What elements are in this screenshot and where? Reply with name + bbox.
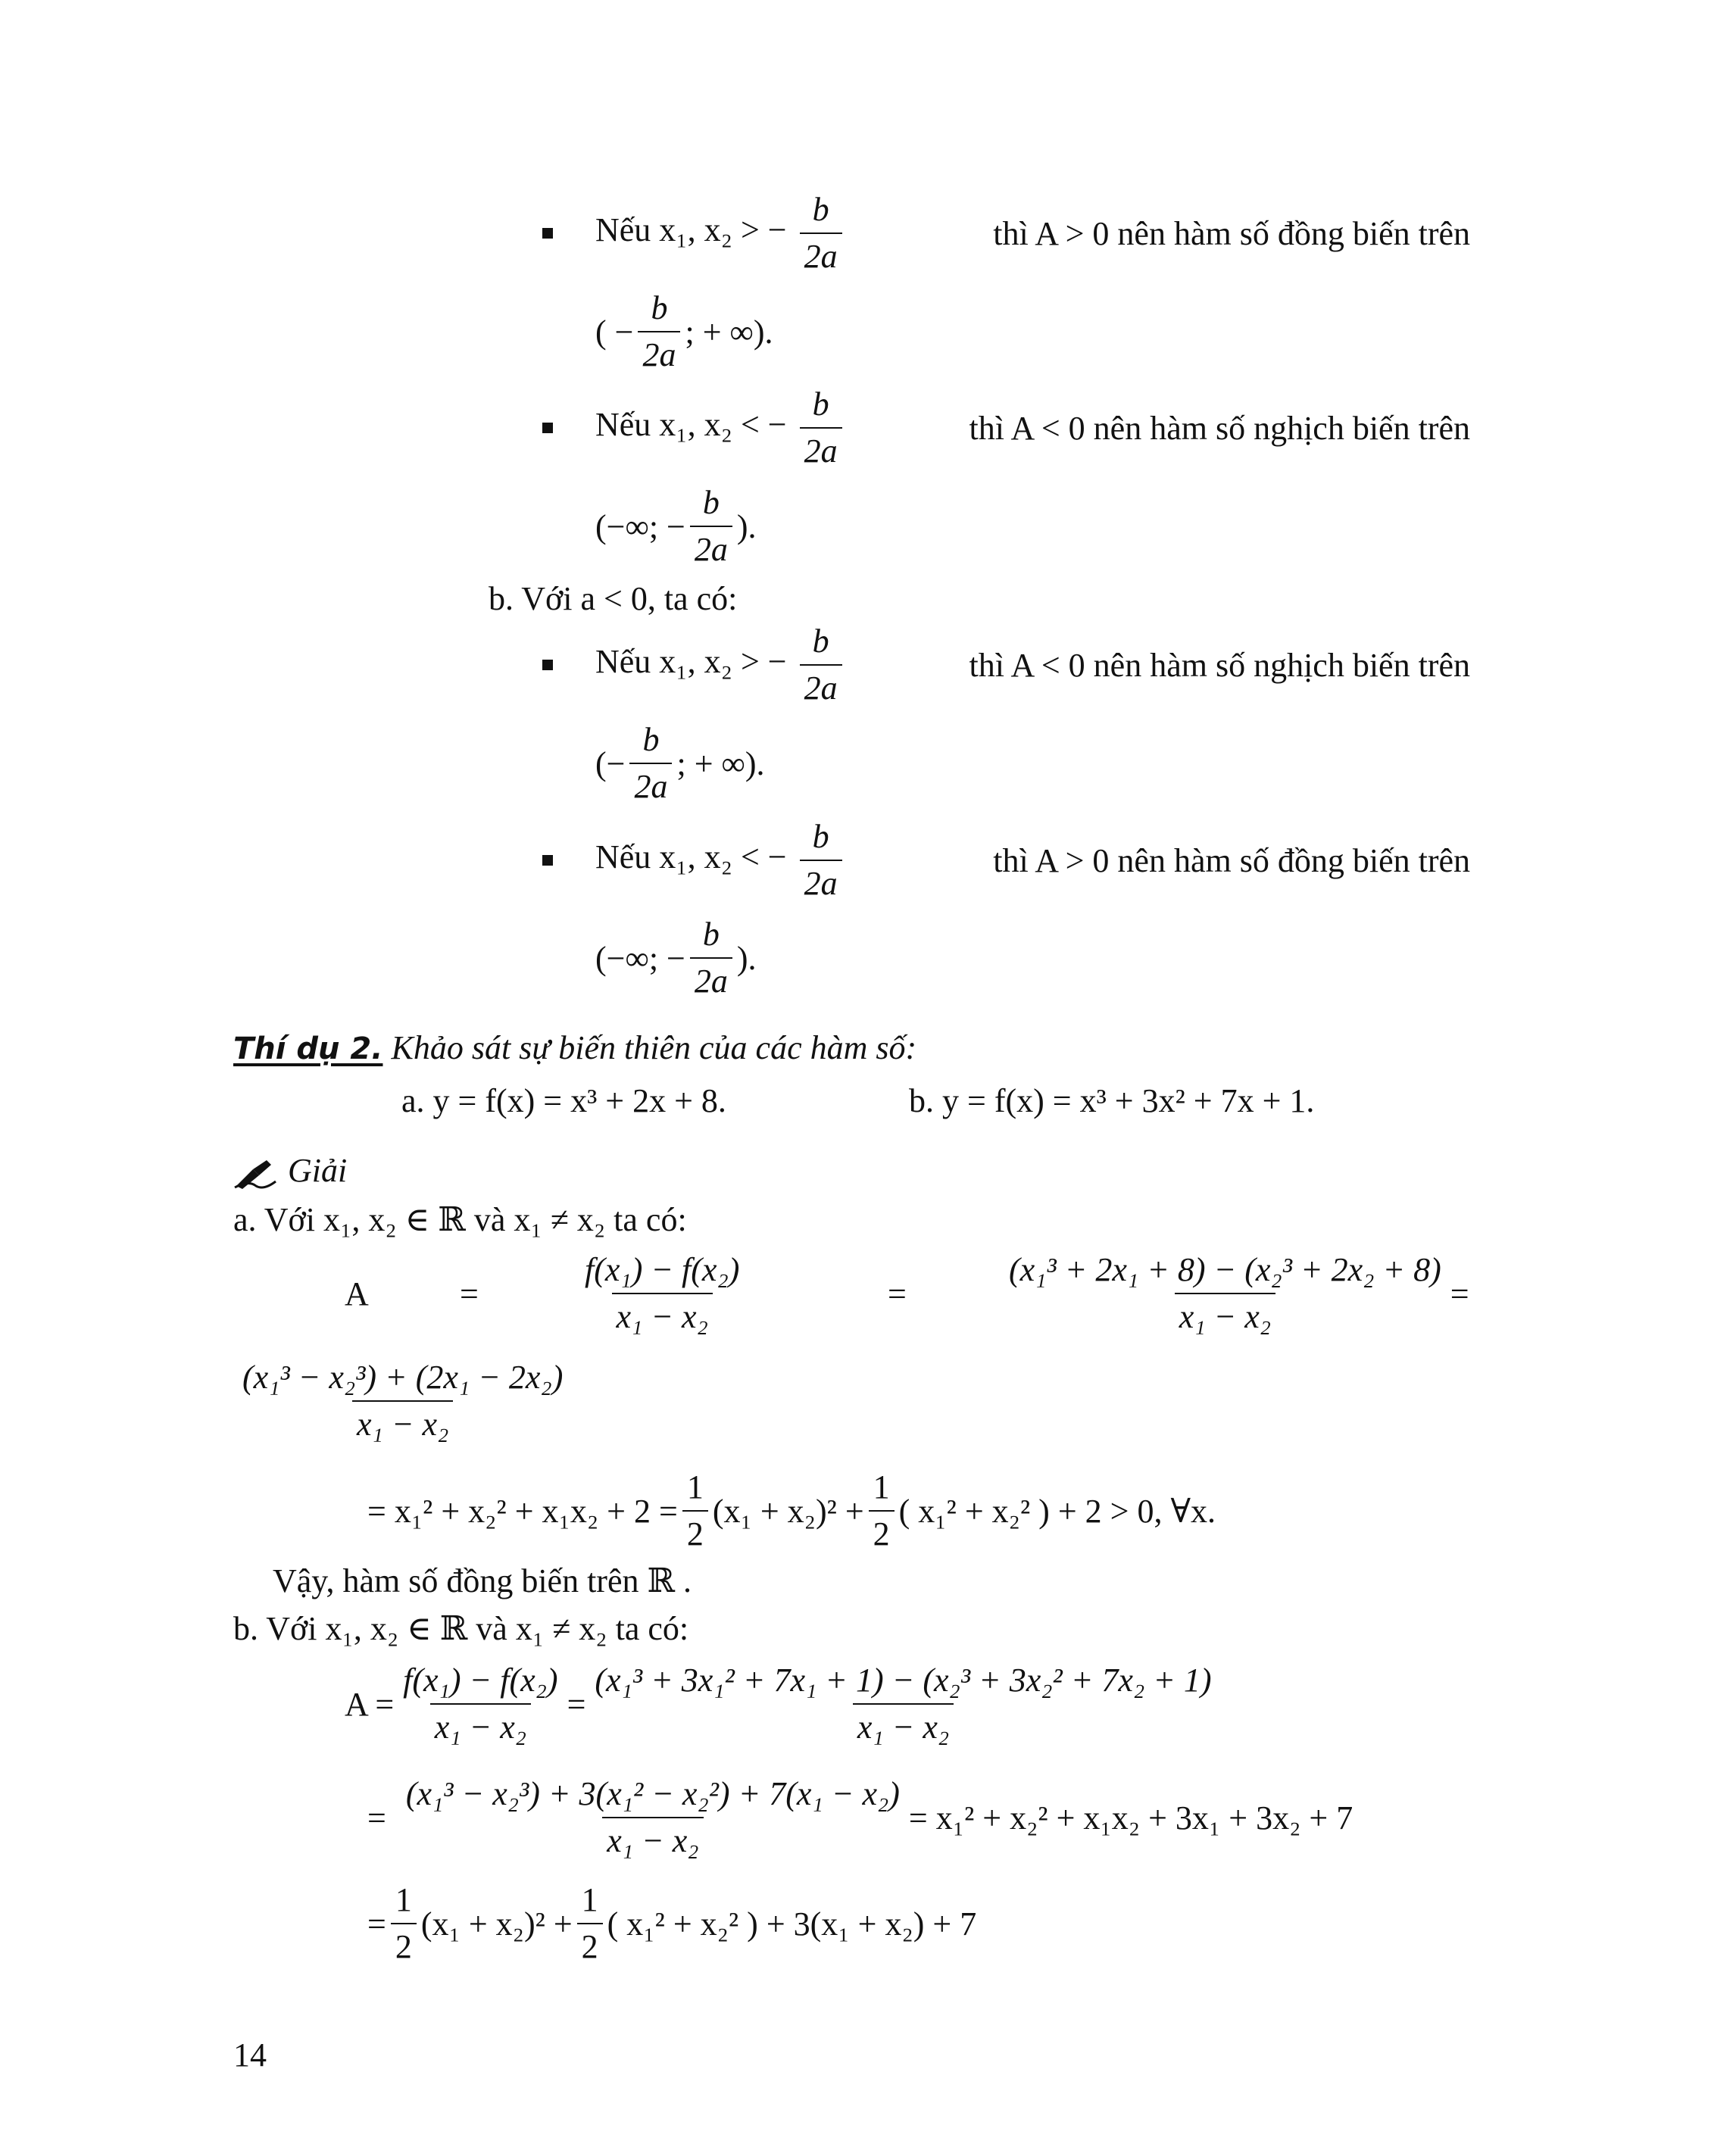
fraction-b-over-2a: $\frac{b}{2a}$ — [800, 623, 842, 707]
bullet-a1 — [595, 188, 1470, 279]
fraction-difference-quotient: $\frac{\text{f(x₁) − f(x₂)}}{\text{x₁ − x₂}}$ — [585, 1251, 740, 1335]
fraction-one-half: $\frac{1}{2}$ — [682, 1469, 708, 1553]
interval-a1: ( − $\frac{b}{2a}$ ; + ∞). — [595, 289, 773, 373]
fraction-b-over-2a: $\frac{b}{2a}$ — [800, 192, 842, 275]
example-heading — [233, 1028, 916, 1069]
bullet-tail: thì A < 0 nên hàm số nghịch biến trên — [969, 409, 1470, 447]
equals-sign: = — [460, 1275, 479, 1312]
bullet-tail: thì A > 0 nên hàm số đồng biến trên — [993, 214, 1470, 252]
equals-sign: = — [888, 1275, 907, 1312]
bullet-lead: Nếu x₁, x₂ > − — [595, 643, 787, 681]
b-simplified-line: = $\frac{1}{2}$ (x₁ + x₂)² + $\frac{1}{2}$ ( x₁² + x₂² ) + 3(x₁ + x₂) + 7 — [367, 1881, 977, 1965]
interval-a2: (−∞; − $\frac{b}{2a}$ ). — [595, 484, 757, 568]
bullet-marker — [542, 423, 553, 433]
fraction-b-over-2a: $\frac{b}{2a}$ — [690, 485, 732, 568]
solution-label: Giải — [288, 1152, 348, 1189]
bullet-marker — [542, 228, 553, 239]
a-conclusion: Vậy, hàm số đồng biến trên ℝ . — [273, 1562, 692, 1599]
bullet-marker — [542, 660, 553, 670]
fraction-b-over-2a: $\frac{b}{2a}$ — [690, 916, 732, 1000]
fraction-b-over-2a: $\frac{b}{2a}$ — [800, 819, 842, 902]
interval-b2: (−∞; − $\frac{b}{2a}$ ). — [595, 916, 757, 1000]
bullet-lead: Nếu x₁, x₂ > − — [595, 211, 787, 249]
fraction-one-half: $\frac{1}{2}$ — [391, 1882, 417, 1965]
page-number: 14 — [233, 2036, 267, 2074]
bullet-b1 — [595, 619, 1470, 710]
solution-b-intro: b. Với x₁, x₂ ∈ ℝ và x₁ ≠ x₂ ta có: — [233, 1610, 689, 1647]
bullet-b2 — [595, 815, 1470, 906]
fraction-grouped: $\frac{\text{(x₁³ − x₂³) + (2x₁ − 2x₂)}}{\text{x₁ − x₂}}$ — [242, 1359, 564, 1443]
example-prompt: Khảo sát sự biến thiên của các hàm số: — [391, 1029, 917, 1066]
case-b-label: b. Với a < 0, ta có: — [489, 580, 738, 617]
b-quotient-line: A = $\frac{\text{f(x₁) − f(x₂)}}{\text{x₁ − x₂}}$ = $\frac{\text{(x₁³ + 3x₁² + 7x₁ + 1) − (x₂³ + 3x₂² + 7x₂ + 1)}}{\text{x₁ − x₂}}$ — [345, 1662, 1212, 1746]
example-title: Thí dụ 2. — [233, 1031, 383, 1066]
bullet-lead: Nếu x₁, x₂ < − — [595, 406, 787, 444]
fraction-b-over-2a: $\frac{b}{2a}$ — [629, 722, 672, 805]
example-part-b: b. y = f(x) = x³ + 3x² + 7x + 1. — [909, 1082, 1315, 1119]
bullet-tail: thì A > 0 nên hàm số đồng biến trên — [993, 841, 1470, 879]
bullet-marker — [542, 855, 553, 866]
bullet-lead: Nếu x₁, x₂ < − — [595, 838, 787, 876]
interval-b1: (− $\frac{b}{2a}$ ; + ∞). — [595, 721, 765, 805]
fraction-one-half: $\frac{1}{2}$ — [869, 1469, 895, 1553]
b-grouped-line: = $\frac{\text{(x₁³ − x₂³) + 3(x₁² − x₂²) + 7(x₁ − x₂)}}{\text{x₁ − x₂}}$ = x₁² + x₂² + x₁x₂ + 3x₁ + 3x₂ + 7 — [367, 1775, 1354, 1859]
a-label: A — [345, 1275, 369, 1312]
a-simplified-line: = x₁² + x₂² + x₁x₂ + 2 = $\frac{1}{2}$ (x₁ + x₂)² + $\frac{1}{2}$ ( x₁² + x₂² ) + 2 > 0, ∀x. — [367, 1468, 1216, 1553]
solution-a-intro: a. Với x₁, x₂ ∈ ℝ và x₁ ≠ x₂ ta có: — [233, 1201, 687, 1238]
example-part-a: a. y = f(x) = x³ + 2x + 8. — [401, 1082, 726, 1119]
solution-heading — [233, 1151, 347, 1191]
fraction-b-over-2a: $\frac{b}{2a}$ — [800, 386, 842, 470]
fraction-b-over-2a: $\frac{b}{2a}$ — [638, 290, 680, 373]
bullet-a2 — [595, 382, 1470, 473]
bullet-tail: thì A < 0 nên hàm số nghịch biến trên — [969, 646, 1470, 684]
fraction-one-half: $\frac{1}{2}$ — [577, 1882, 603, 1965]
fraction-expanded: $\frac{\text{(x₁³ + 2x₁ + 8) − (x₂³ + 2x₂ + 8)}}{\text{x₁ − x₂}}$ = — [1009, 1251, 1469, 1335]
pen-writing-icon — [233, 1159, 277, 1189]
